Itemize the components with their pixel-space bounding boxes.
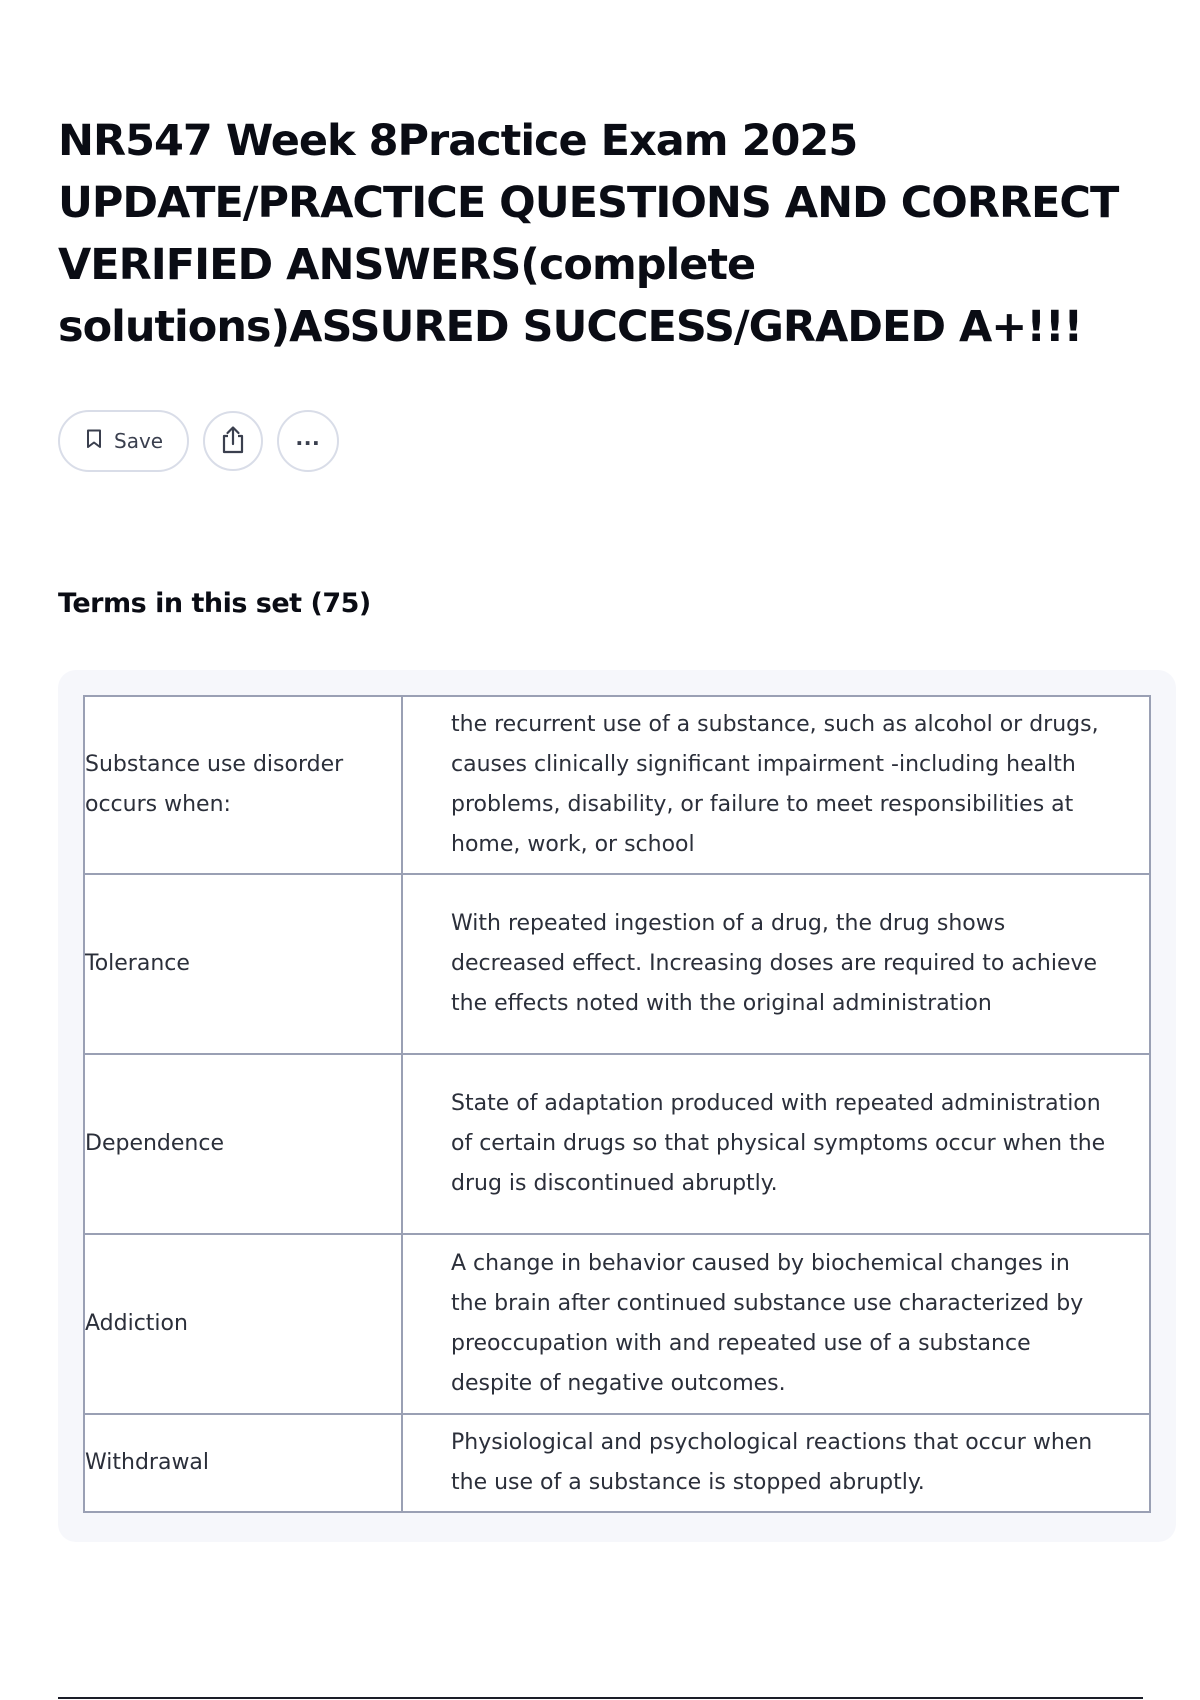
definition-cell: A change in behavior caused by biochemical changes in the brain after continued substance use characterized by preoccupation with and repeated use of a substance despite of negative outcomes. (402, 1234, 1150, 1414)
action-bar (58, 410, 339, 472)
term-cell: Substance use disorder occurs when: (84, 696, 402, 874)
term-cell: Addiction (84, 1234, 402, 1414)
share-icon (219, 425, 247, 458)
table-row (84, 1054, 1150, 1234)
terms-table (83, 695, 1151, 1513)
table-row (84, 1234, 1150, 1414)
term-cell: Tolerance (84, 874, 402, 1054)
more-options-button[interactable] (277, 410, 339, 472)
save-label: Save (114, 429, 164, 453)
bookmark-icon (86, 429, 102, 454)
more-icon: … (294, 421, 322, 451)
term-cell: Withdrawal (84, 1414, 402, 1512)
definition-cell: Physiological and psychological reactions that occur when the use of a substance is stopped abruptly. (402, 1414, 1150, 1512)
save-button[interactable] (58, 410, 189, 472)
definition-cell: the recurrent use of a substance, such as alcohol or drugs, causes clinically significant impairment -including health problems, disability, or failure to meet responsibilities at home, work, or school (402, 696, 1150, 874)
share-button[interactable] (203, 411, 263, 471)
table-row (84, 1414, 1150, 1512)
table-row (84, 696, 1150, 874)
term-cell: Dependence (84, 1054, 402, 1234)
table-row (84, 874, 1150, 1054)
definition-cell: With repeated ingestion of a drug, the drug shows decreased effect. Increasing doses are required to achieve the effects noted with the original administration (402, 874, 1150, 1054)
footer-divider (58, 1697, 1143, 1699)
terms-heading: Terms in this set (75) (58, 588, 371, 619)
definition-cell: State of adaptation produced with repeated administration of certain drugs so that physical symptoms occur when the drug is discontinued abruptly. (402, 1054, 1150, 1234)
page-title: NR547 Week 8Practice Exam 2025 UPDATE/PRACTICE QUESTIONS AND CORRECT VERIFIED ANSWERS(complete solutions)ASSURED SUCCESS/GRADED A+!!! (58, 116, 1119, 352)
